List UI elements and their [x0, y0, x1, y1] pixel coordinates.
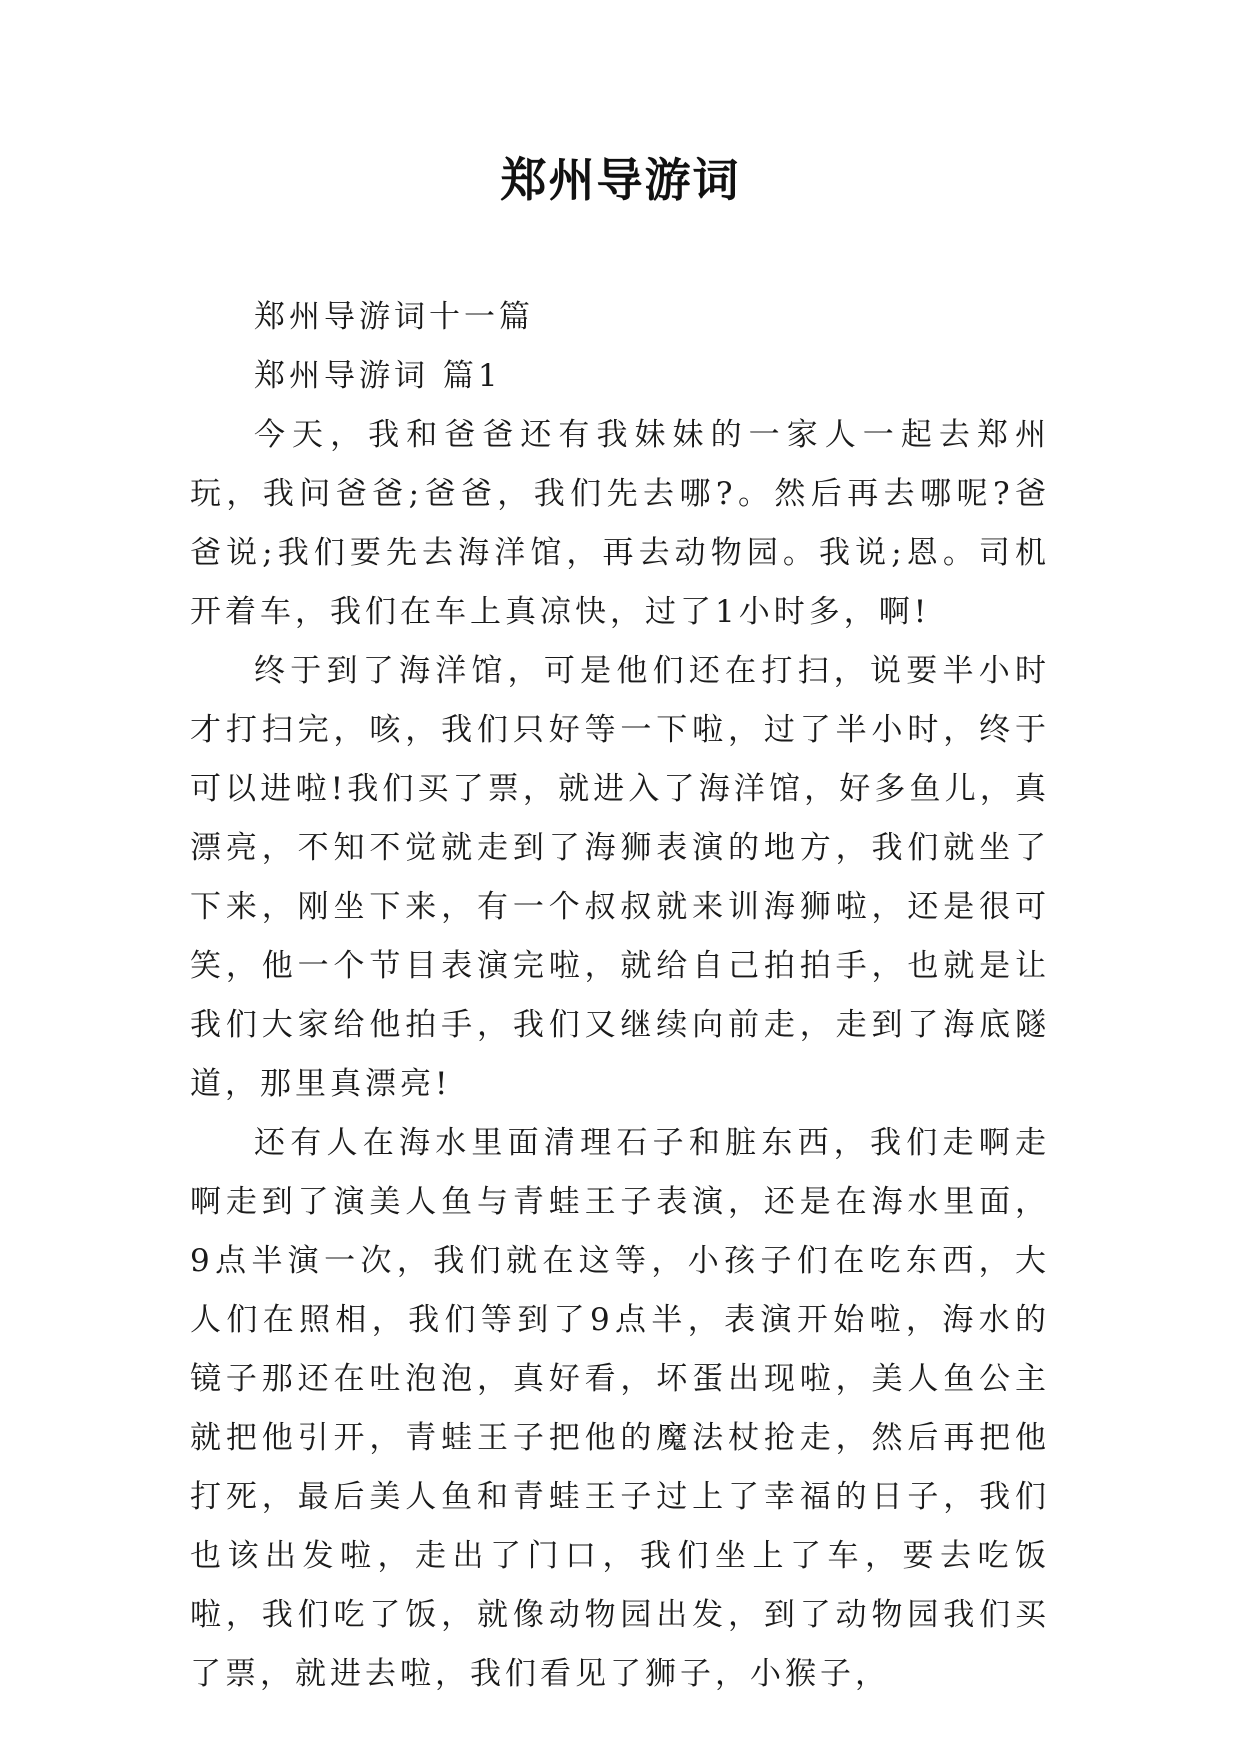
document-title: 郑州导游词 [500, 153, 741, 207]
section-heading: 郑州导游词 篇1 [254, 358, 502, 394]
document-subtitle: 郑州导游词十一篇 [254, 299, 534, 335]
document-body [190, 288, 1050, 1704]
body-paragraph: 今天，我和爸爸还有我妹妹的一家人一起去郑州玩，我问爸爸;爸爸，我们先去哪?。然后再去哪呢?爸爸说;我们要先去海洋馆，再去动物园。我说;恩。司机开着车，我们在车上真凉快，过了1小时多，啊! [190, 417, 1050, 630]
body-paragraph: 终于到了海洋馆，可是他们还在打扫，说要半小时才打扫完，咳，我们只好等一下啦，过了半小时，终于可以进啦!我们买了票，就进入了海洋馆，好多鱼儿，真漂亮，不知不觉就走到了海狮表演的地方，我们就坐了下来，刚坐下来，有一个叔叔就来训海狮啦，还是很可笑，他一个节目表演完啦，就给自己拍拍手，也就是让我们大家给他拍手，我们又继续向前走，走到了海底隧道，那里真漂亮! [190, 653, 1050, 1102]
body-paragraph: 还有人在海水里面清理石子和脏东西，我们走啊走啊走到了演美人鱼与青蛙王子表演，还是在海水里面，9点半演一次，我们就在这等，小孩子们在吃东西，大人们在照相，我们等到了9点半，表演开始啦，海水的镜子那还在吐泡泡，真好看，坏蛋出现啦，美人鱼公主就把他引开，青蛙王子把他的魔法杖抢走，然后再把他打死，最后美人鱼和青蛙王子过上了幸福的日子，我们也该出发啦，走出了门口，我们坐上了车，要去吃饭啦，我们吃了饭，就像动物园出发，到了动物园我们买了票，就进去啦，我们看见了狮子，小猴子， [190, 1125, 1050, 1692]
